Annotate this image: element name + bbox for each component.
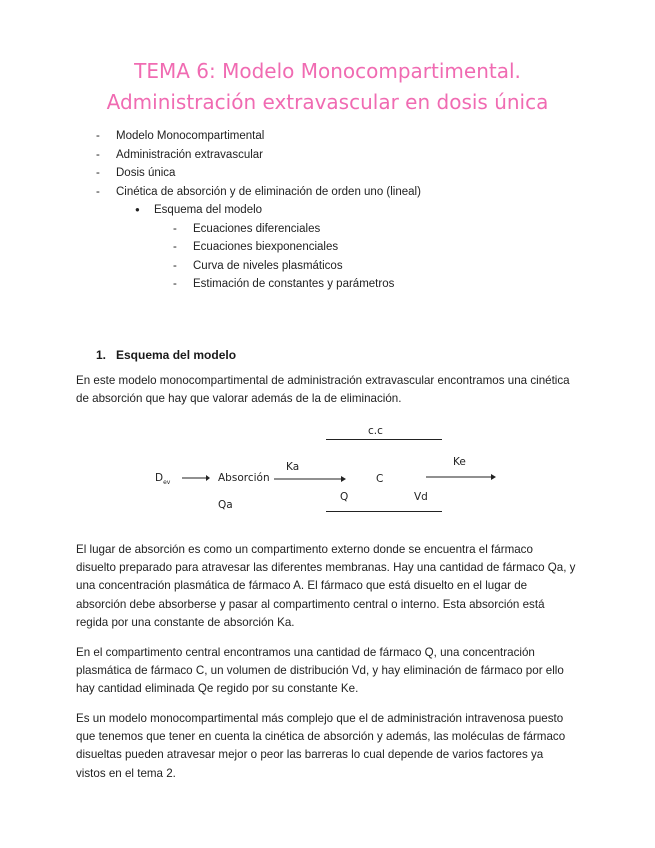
- dose-subscript: ev: [163, 479, 171, 487]
- list-item-text: Cinética de absorción y de eliminación de orden uno (lineal): [116, 185, 421, 198]
- dash-marker: -: [173, 278, 177, 290]
- dash-marker: -: [96, 167, 100, 179]
- list-item-text: Modelo Monocompartimental: [116, 130, 265, 142]
- qa-label: Qa: [218, 499, 233, 511]
- dash-marker: -: [96, 185, 100, 198]
- bullet-dot-icon: ●: [135, 205, 140, 214]
- list-item-text: Curva de niveles plasmáticos: [193, 259, 343, 272]
- section-number: 1.: [96, 348, 107, 362]
- list-item-text: Administración extravascular: [116, 148, 264, 161]
- quantity-label: Q: [340, 491, 349, 503]
- paragraph-absorption-site: El lugar de absorción es como un compartimento externo donde se encuentra el fármaco disuelto preparado para atravesar las diferentes membranas. Hay una cantidad de fármaco Qa, y una concentración plasmática de fármaco A. El fármaco que está disuelto en el lugar de absorción debe absorberse y pasar al compartimento central o interno. Esta absorción está regida por una constante de absorción Ka.: [76, 543, 576, 629]
- concentration-label: C: [376, 473, 384, 485]
- paragraph-central-compartment: En el compartimento central encontramos una cantidad de fármaco Q, una concentración plasmática de fármaco C, un volumen de distribución Vd, y hay eliminación de fármaco por ello hay cantidad eliminada Qe regido por su constante Ke.: [76, 646, 564, 696]
- vd-label: Vd: [414, 491, 428, 503]
- list-item-text: Esquema del modelo: [154, 204, 263, 216]
- absorption-label: Absorción: [218, 472, 270, 484]
- ke-label: Ke: [453, 456, 466, 468]
- title-line-2: Administración extravascular en dosis única: [106, 90, 549, 114]
- dash-marker: -: [173, 222, 177, 235]
- absorption-arrow-icon: [274, 479, 346, 487]
- list-item-text: Estimación de constantes y parámetros: [193, 278, 395, 290]
- dash-marker: -: [96, 148, 100, 161]
- list-item-text: Ecuaciones diferenciales: [193, 222, 321, 235]
- compartment-bottom-line: [326, 511, 442, 512]
- dash-marker: -: [173, 259, 177, 272]
- list-item-text: Ecuaciones biexponenciales: [193, 241, 339, 253]
- list-item-text: Dosis única: [116, 167, 176, 179]
- elimination-arrow-icon: [426, 477, 496, 485]
- ka-label: Ka: [286, 461, 300, 473]
- paragraph-model-complexity: Es un modelo monocompartimental más complejo que el de administración intravenosa puesto que tenemos que tener en cuenta la cinética de absorción y además, las moléculas de fármaco disueltas pueden atravesar mejor o peor las barreras lo cual depende de varios factores ya vistos en el tema 2.: [76, 712, 566, 780]
- dash-marker: -: [96, 130, 100, 142]
- title-line-1: TEMA 6: Modelo Monocompartimental.: [134, 59, 521, 83]
- cc-label: c.c: [368, 425, 383, 437]
- dash-marker: -: [173, 241, 177, 253]
- compartment-top-line: [326, 439, 442, 440]
- section-heading: [96, 348, 236, 362]
- section-title: Esquema del modelo: [116, 348, 237, 362]
- dose-arrow-icon: [182, 478, 210, 486]
- dose-label: $D_{ev}$: [155, 472, 171, 487]
- paragraph-intro: En este modelo monocompartimental de administración extravascular encontramos una cinética de absorción que hay que valorar además de la de eliminación.: [76, 374, 570, 406]
